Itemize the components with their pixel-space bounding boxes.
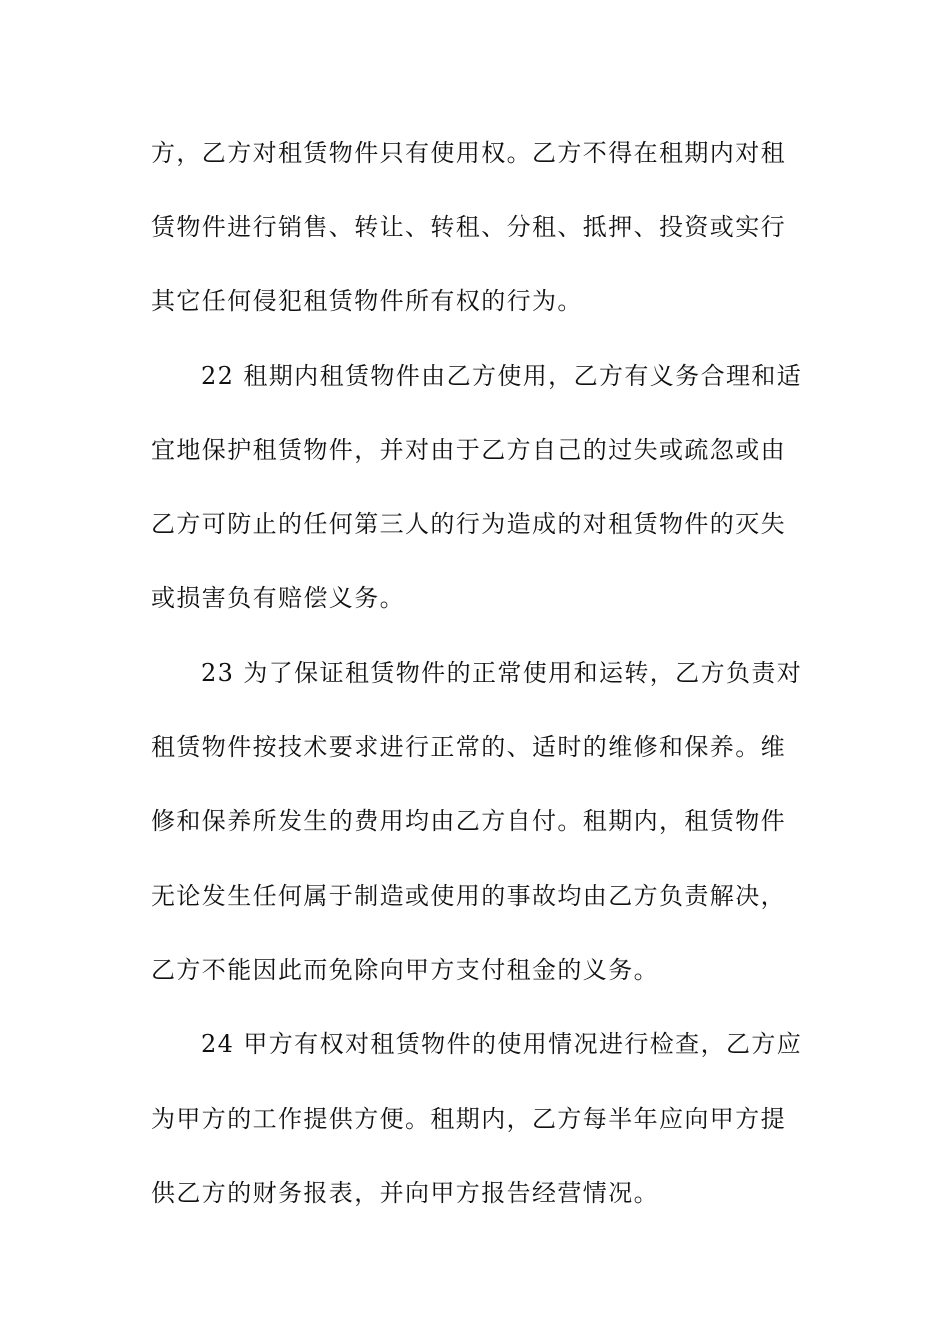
paragraph-24-start: 24 甲方有权对租赁物件的使用情况进行检查，乙方应 (201, 1030, 803, 1058)
text-line: 供乙方的财务报表，并向甲方报告经营情况。 (151, 1179, 659, 1207)
text-line: 无论发生任何属于制造或使用的事故均由乙方负责解决， (151, 882, 786, 910)
text-line: 其它任何侵犯租赁物件所有权的行为。 (151, 287, 583, 315)
paragraph-22-start: 22 租期内租赁物件由乙方使用，乙方有义务合理和适 (201, 362, 803, 390)
paragraph-23-start: 23 为了保证租赁物件的正常使用和运转，乙方负责对 (201, 659, 803, 687)
text-line: 乙方可防止的任何第三人的行为造成的对租赁物件的灭失 (151, 510, 786, 538)
text-line: 租赁物件按技术要求进行正常的、适时的维修和保养。维 (151, 733, 786, 761)
text-line: 修和保养所发生的费用均由乙方自付。租期内，租赁物件 (151, 807, 786, 835)
text-line: 方，乙方对租赁物件只有使用权。乙方不得在租期内对租 (151, 139, 786, 167)
text-line: 乙方不能因此而免除向甲方支付租金的义务。 (151, 956, 659, 984)
text-line: 宜地保护租赁物件，并对由于乙方自己的过失或疏忽或由 (151, 436, 786, 464)
text-line: 赁物件进行销售、转让、转租、分租、抵押、投资或实行 (151, 213, 786, 241)
text-line: 为甲方的工作提供方便。租期内，乙方每半年应向甲方提 (151, 1105, 786, 1133)
text-line: 或损害负有赔偿义务。 (151, 584, 405, 612)
